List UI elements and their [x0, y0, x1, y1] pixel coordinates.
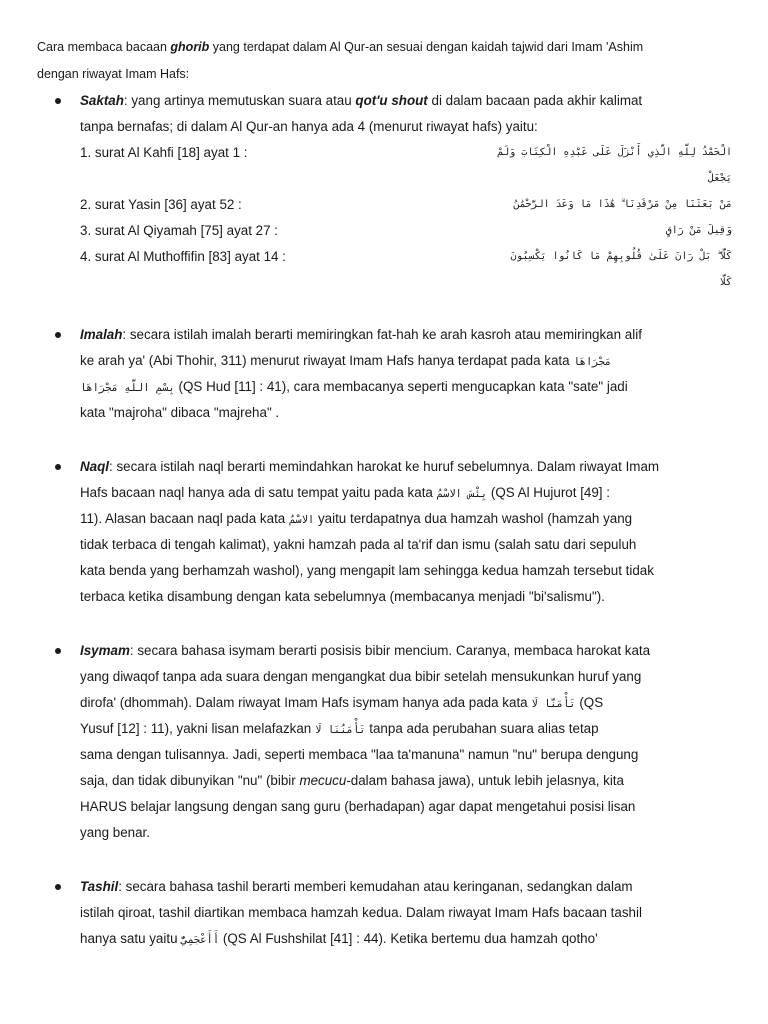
ayah-arabic: كَلَّا — [719, 277, 732, 288]
tashil-text: : secara bahasa tashil berarti memberi kemudahan atau keringanan, sedangkan dalam — [118, 879, 633, 894]
isymam-emphasis: mecucu — [299, 773, 347, 788]
isymam-text: -dalam bahasa jawa), untuk lebih jelasnya, kita — [346, 773, 624, 788]
bullet-saktah — [55, 98, 61, 104]
imalah-text: ke arah ya' (Abi Thohir, 311) menurut riwayat Imam Hafs hanya terdapat pada kata — [80, 353, 574, 368]
imalah-text: (QS Hud [11] : 41), cara membacanya seperti mengucapkan kata "sate" jadi — [174, 379, 628, 394]
isymam-line-7: HARUS belajar langsung dengan sang guru (berhadapan) agar dapat mengetahui posisi lisan — [80, 799, 636, 814]
ayah-label: 2. surat Yasin [36] ayat 52 : — [80, 197, 242, 212]
imalah-arabic: مَجْرَاهَا — [573, 356, 612, 368]
tashil-line-2: istilah qiroat, tashil diartikan membaca hamzah kedua. Dalam riwayat Imam Hafs bacaan tashil — [80, 905, 642, 920]
naql-line-2 — [80, 484, 610, 503]
tashil-text: hanya satu yaitu — [80, 931, 182, 946]
ayah-arabic: مَنْ بَعَثَنَا مِنْ مَرْقَدِنَا ۗ هَٰذَا مَا وَعَدَ الرَّحْمَٰنُ — [513, 199, 732, 210]
tashil-line-1 — [80, 878, 633, 896]
ayah-label: 4. surat Al Muthoffifin [83] ayat 14 : — [80, 249, 286, 264]
imalah-arabic: بِسْمِ اللَّهِ مَجْرَاهَا — [80, 382, 175, 394]
isymam-text: Yusuf [12] : 11), yakni lisan melafazkan — [80, 721, 315, 736]
isymam-arabic: تَأْمَنُنَا لَا — [314, 724, 366, 736]
imalah-line-3 — [80, 378, 628, 397]
saktah-text: di dalam bacaan pada akhir kalimat — [427, 93, 643, 108]
isymam-text: saja, dan tidak dibunyikan "nu" (bibir — [80, 773, 300, 788]
intro-line-2: dengan riwayat Imam Hafs: — [37, 67, 190, 81]
intro-text: Cara membaca bacaan — [37, 40, 171, 54]
saktah-term-qotu-shout: qot'u shout — [355, 93, 428, 108]
naql-line-5: kata benda yang berhamzah washol), yang mengapit lam sehingga kedua hamzah tersebut tidak — [80, 563, 654, 578]
isymam-line-6 — [80, 772, 624, 790]
isymam-text: tanpa ada perubahan suara alias tetap — [365, 721, 599, 736]
isymam-line-1 — [80, 642, 650, 660]
ayah-label: 3. surat Al Qiyamah [75] ayat 27 : — [80, 223, 278, 238]
imalah-line-2 — [80, 352, 611, 371]
naql-term: Naql — [80, 459, 110, 474]
naql-arabic: بِئْسَ الاسْمُ — [436, 488, 488, 500]
isymam-text: dirofa' (dhommah). Dalam riwayat Imam Hafs isymam hanya ada pada kata — [80, 695, 532, 710]
saktah-line-1 — [80, 92, 642, 110]
isymam-text: (QS — [575, 695, 604, 710]
isymam-line-5: sama dengan tulisannya. Jadi, seperti membaca "laa ta'manuna" namun "nu" berupa dengung — [80, 747, 639, 762]
imalah-line-1 — [80, 326, 642, 344]
isymam-arabic: تَأْمَنَّا لَا — [531, 698, 576, 710]
isymam-term: Isymam — [80, 643, 130, 658]
imalah-line-4: kata "majroha" dibaca "majreha" . — [80, 405, 280, 420]
saktah-term: Saktah — [80, 93, 124, 108]
intro-term-ghorib: ghorib — [170, 40, 210, 54]
bullet-tashil — [55, 884, 61, 890]
saktah-line-2: tanpa bernafas; di dalam Al Qur-an hanya ada 4 (menurut riwayat hafs) yaitu: — [80, 119, 538, 134]
ayah-arabic: يَجْعَلْ — [707, 173, 732, 184]
isymam-line-4 — [80, 720, 599, 739]
intro-text: yang terdapat dalam Al Qur-an sesuai dengan kaidah tajwid dari Imam 'Ashim — [209, 40, 644, 54]
bullet-naql — [55, 464, 61, 470]
naql-line-6: terbaca ketika disambung dengan kata sebelumnya (membacanya menjadi "bi'salismu"). — [80, 589, 605, 604]
tashil-arabic: أَأَعْجَمِيٌّ — [181, 934, 220, 946]
imalah-text: : secara istilah imalah berarti memiringkan fat-hah ke arah kasroh atau memiringkan alif — [122, 327, 642, 342]
bullet-isymam — [55, 648, 61, 654]
naql-text: 11). Alasan bacaan naql pada kata — [80, 511, 289, 526]
naql-text: : secara istilah naql berarti memindahkan harokat ke huruf sebelumnya. Dalam riwayat Imam — [109, 459, 660, 474]
naql-line-3 — [80, 510, 632, 529]
isymam-line-3 — [80, 694, 603, 713]
ayah-arabic: وَقِيلَ مَنْ رَاقٍ — [665, 225, 732, 236]
isymam-line-8: yang benar. — [80, 825, 150, 840]
ayah-arabic: كَلَّا ۖ بَلْ رَانَ عَلَىٰ قُلُوبِهِمْ مَا كَانُوا يَكْسِبُونَ — [510, 251, 732, 262]
intro-line-1 — [37, 39, 643, 55]
ayah-arabic: الْحَمْدُ لِلَّهِ الَّذِي أَنْزَلَ عَلَى عَبْدِهِ الْكِتَابَ وَلَمْ — [497, 147, 732, 158]
naql-line-1 — [80, 458, 659, 476]
ayah-label: 1. surat Al Kahfi [18] ayat 1 : — [80, 145, 248, 160]
imalah-term: Imalah — [80, 327, 123, 342]
tashil-line-3 — [80, 930, 598, 949]
isymam-line-2: yang diwaqof tanpa ada suara dengan mengangkat dua bibir setelah mensukunkan huruf yang — [80, 669, 642, 684]
naql-line-4: tidak terbaca di tengah kalimat), yakni hamzah pada al ta'rif dan ismu (salah satu dari sepuluh — [80, 537, 637, 552]
naql-text: Hafs bacaan naql hanya ada di satu tempat yaitu pada kata — [80, 485, 437, 500]
naql-text: (QS Al Hujurot [49] : — [487, 485, 610, 500]
tashil-text: (QS Al Fushshilat [41] : 44). Ketika bertemu dua hamzah qotho' — [219, 931, 598, 946]
tashil-term: Tashil — [80, 879, 119, 894]
naql-text: yaitu terdapatnya dua hamzah washol (hamzah yang — [314, 511, 633, 526]
bullet-imalah — [55, 332, 61, 338]
isymam-text: : secara bahasa isymam berarti posisis bibir mencium. Caranya, membaca harokat kata — [129, 643, 651, 658]
naql-arabic: الاسْمُ — [288, 514, 315, 526]
saktah-text: : yang artinya memutuskan suara atau — [123, 93, 356, 108]
